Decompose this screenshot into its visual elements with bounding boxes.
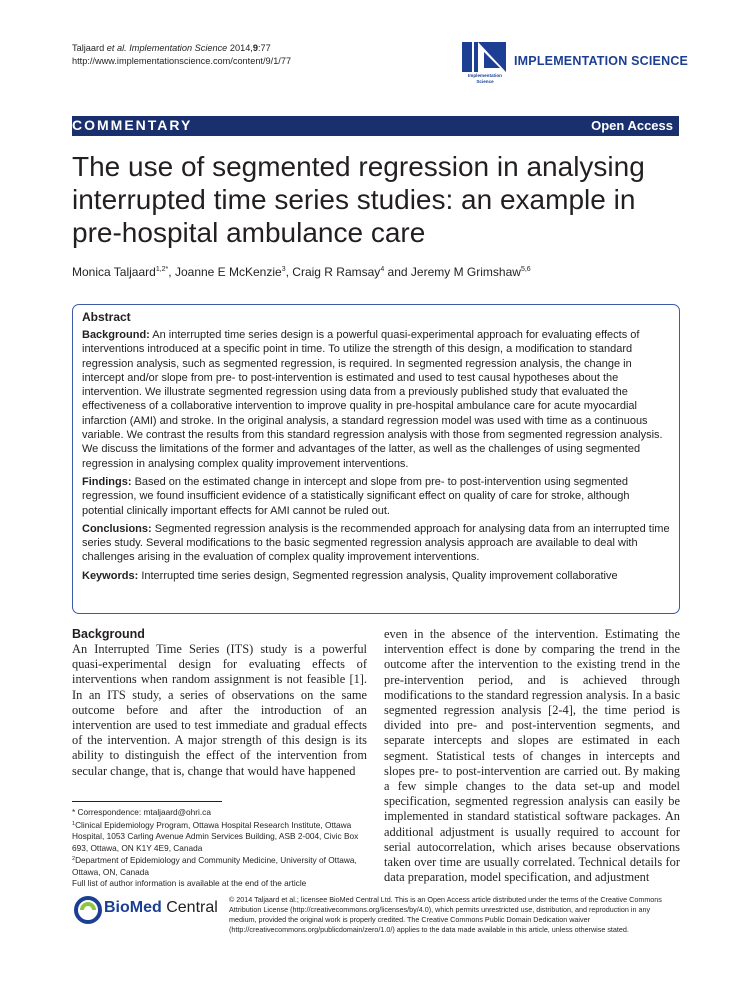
footnote-divider [72,801,222,802]
publisher-name [104,899,218,917]
body-column-right [384,627,680,885]
open-access-label: Open Access [591,118,673,133]
article-type-label: COMMENTARY [72,117,193,133]
abstract-conclusions-text: Segmented regression analysis is the recommended approach for analysing data from an interrupted time series study. Several modifications to the basic segmented regression analysis approach are available to deal with challenges arising in the evaluation of complex quality improvement interventions. [82,522,670,564]
affiliation-1 [72,819,368,855]
article-url[interactable]: http://www.implementationscience.com/content/9/1/77 [72,56,292,66]
full-author-info-note: Full list of author information is available at the end of the article [72,878,307,888]
section-heading-background: Background [72,627,145,641]
author-name: Monica Taljaard [72,265,156,279]
author-separator: , [168,265,175,279]
license-notice: © 2014 Taljaard et al.; licensee BioMed Central Ltd. This is an Open Access article distributed under the terms of the Creative Commons Attribution License (http://creativecommons.org/licenses/by/4.0), which permits unrestricted use, distribution, and reproduction in any medium, provided the original work is properly credited. The Creative Commons Public Domain Dedication waiver (http://creativecommons.org/publicdomain/zero/1.0/) applies to the data made available in this article, unless otherwise stated. [229,895,662,934]
author-affiliation-sup: 3 [281,266,286,273]
cite-year: 2014, [229,43,253,53]
journal-logo-subtext: Implementation Science [468,73,502,84]
abstract-background-label: Background: [82,329,150,341]
publisher-logo [74,893,218,927]
cite-journal: Implementation Science [129,43,228,53]
cite-etal: et al. [106,43,127,53]
author-name: Joanne E McKenzie [174,265,282,279]
citation-line [72,42,291,55]
affiliation-sup: 2 [72,856,76,862]
affiliation-sup: 1 [72,820,76,827]
publisher-name-part: BioMed [104,899,162,916]
biomed-central-logo-icon [74,896,102,924]
body-column-left [72,627,367,779]
author-separator: and [384,265,411,279]
affiliation-text: Department of Epidemiology and Community Medicine, University of Ottawa, Ottawa, ON, Canada [72,855,357,877]
author-name: Jeremy M Grimshaw [410,265,521,279]
abstract-conclusions-label: Conclusions: [82,522,152,535]
author-list [72,262,682,280]
abstract-box [72,304,680,614]
journal-logo [462,42,687,86]
publisher-name-part: Central [161,899,218,916]
abstract-keywords-text: Interrupted time series design, Segmented regression analysis, Quality improvement collaborative [141,569,618,582]
cite-page: :77 [257,43,271,53]
cite-volume: 9 [252,43,258,53]
author-separator: , [285,265,293,279]
abstract-conclusions [82,522,671,565]
correspondence-note: * Correspondence: mtaljaard@ohri.ca [72,807,211,817]
body-paragraph: An Interrupted Time Series (ITS) study is a powerful quasi-experimental design for evaluating effects of interventions when random assignment is not feasible [1]. In an ITS study, a series of observations on the same outcome before and after the introduction of an intervention are used to test immediate and gradual effects of the intervention. A major strength of this design is its ability to distinguish the effect of the intervention from secular change, that is, change that would have happened [72,642,367,778]
body-paragraph: even in the absence of the intervention. Estimating the intervention effect is done by comparing the trend in the outcome after the intervention to the existing trend in the pre-intervention period, and is achieved through modifications to the standard regression analysis. In a basic segmented regression analysis [2-4], the time period is divided into pre- and post-intervention segments, and separate intercepts and slopes are estimated in each segment. Statistical tests of changes in intercepts and slopes pre- to post-intervention are carried out. By making a few simple changes to the data set-up and model specification, segmented regression analysis can easily be implemented in standard statistical software packages. An additional adjustment is usually required to account for serial autocorrelation, which arises because observations taken over time are usually correlated. Technical details for data preparation, model specification, and adjustment [384,627,680,885]
abstract-keywords-label: Keywords: [82,569,139,582]
abstract-findings [82,475,671,518]
abstract-background-text: An interrupted time series design is a powerful quasi-experimental approach for evaluating effects of interventions introduced at a specific point in time. To utilize the strength of this design, a modification to standard regression analysis, such as segmented regression, is required. In segmented regression analysis, the change in intercept and/or slope from pre- to post-intervention is estimated and used to test causal hypotheses about the intervention. We illustrate segmented regression using data from a previously published study that evaluated the effectiveness of a collaborative intervention to improve quality in pre-hospital ambulance care for acute myocardial infarction (AMI) and stroke. In the original analysis, a standard regression model was used with time as a continuous variable. We contrast the results from this standard regression analysis with those from segmented regression analysis. We discuss the limitations of the former and advantages of the latter, as well as the challenges of using segmented regression in analysing complex quality improvement interventions. [82,329,663,470]
author-affiliation-sup: 4 [380,266,385,273]
abstract-findings-text: Based on the estimated change in intercept and slope from pre- to post-intervention using segmented regression, we found insufficient evidence of a statistically significant effect on quality of care for stroke, although potential clinically important effects for AMI cannot be ruled out. [82,475,630,517]
article-type-banner [72,116,679,136]
affiliation-2 [72,854,368,878]
running-header-citation [72,42,291,68]
author-affiliation-sup: 1,2* [155,266,169,273]
cite-author: Taljaard [72,43,105,53]
journal-logo-icon [462,42,506,72]
author-name: Craig R Ramsay [292,265,381,279]
abstract-keywords [82,569,671,583]
abstract-heading: Abstract [82,310,131,324]
journal-logo-text: IMPLEMENTATION SCIENCE [514,54,689,68]
abstract-findings-label: Findings: [82,475,132,488]
footnotes [72,807,368,890]
abstract-background [82,328,671,471]
author-affiliation-sup: 5,6 [520,266,531,273]
article-title: The use of segmented regression in analysing interrupted time series studies: an example in pre-hospital ambulance care [72,151,645,248]
affiliation-text: Clinical Epidemiology Program, Ottawa Hospital Research Institute, Ottawa Hospital, 1053 Carling Avenue Admin Services Building, ASB 2-004, Civic Box 693, Ottawa, ON K1Y 4E9, Canada [72,819,359,853]
